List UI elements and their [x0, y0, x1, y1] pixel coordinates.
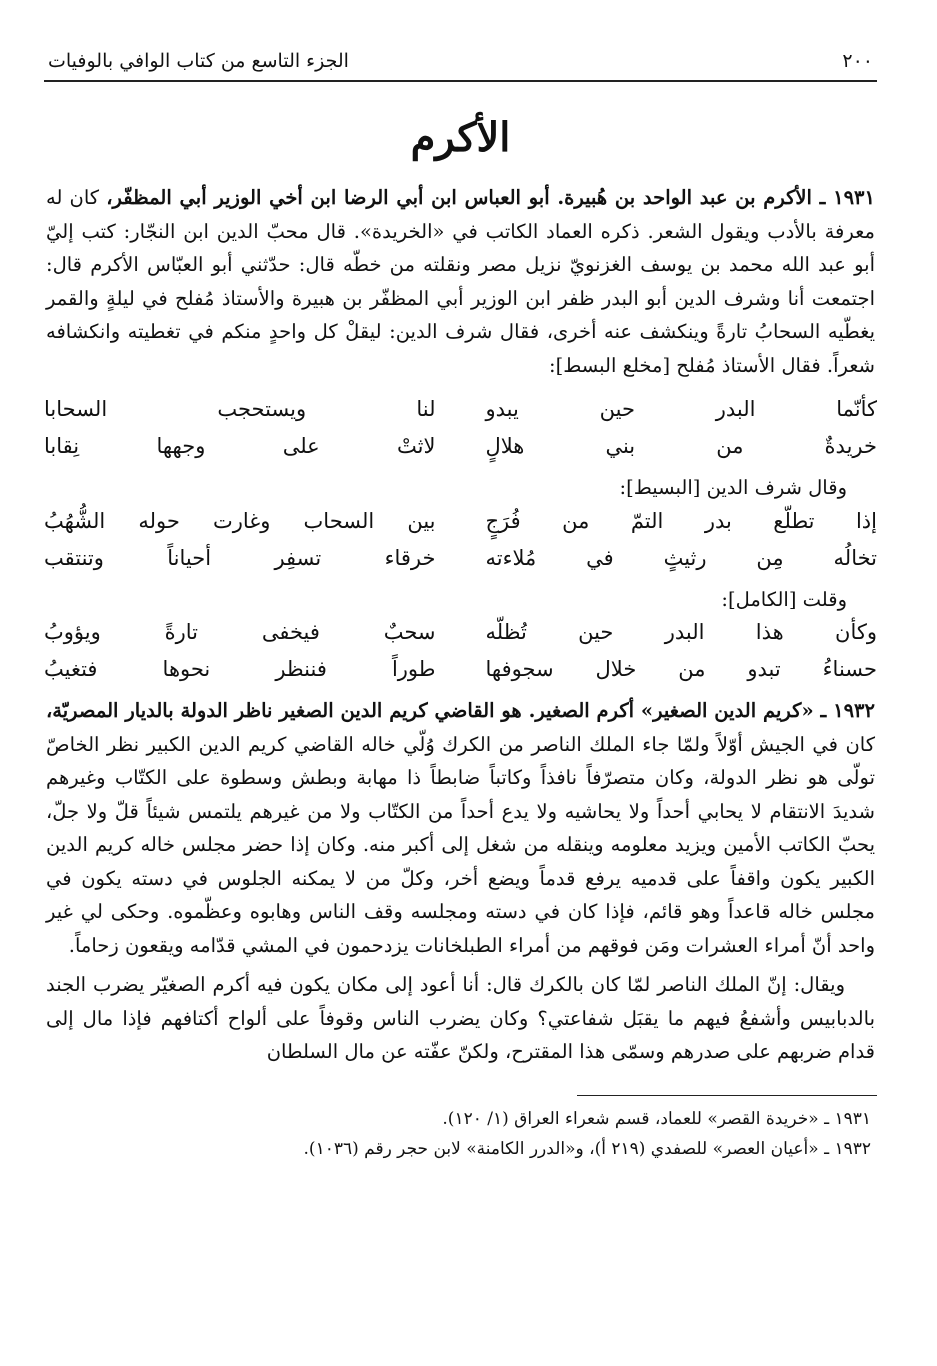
- entry-1931-heading: ١٩٣١ ـ الأكرم بن عبد الواحد بن هُبيرة. أبو العباس ابن أبي الرضا ابن أخي الوزير أبي المظفّر،: [106, 186, 875, 209]
- entry-1932: [44, 694, 877, 962]
- footnote-1931: ١٩٣١ ـ «خريدة القصر» للعماد، قسم شعراء العراق (١/ ١٢٠).: [442, 1108, 871, 1129]
- book-page: [44, 50, 877, 1366]
- hemistich: حسناءُ تبدو من خلال سجوفها: [485, 657, 877, 681]
- hemistich: لنا ويستحجب السحابا: [44, 397, 436, 421]
- hemistich: بين السحاب وغارت حوله الشُّهُبُ: [44, 508, 436, 533]
- footnote-1932: ١٩٣٢ ـ «أعيان العصر» للصفدي (٢١٩ أ)، و«الدرر الكامنة» لابن حجر رقم (١٠٣٦).: [303, 1138, 871, 1159]
- entry-1932-heading: ١٩٣٢ ـ «كريم الدين الصغير» أكرم الصغير. هو القاضي كريم الدين الصغير ناظر الدولة بالديار المصريّة،: [46, 699, 875, 722]
- hemistich: سحبٌ فيخفى تارةً ويؤوبُ: [44, 620, 436, 644]
- hemistich: خرقاء تسفِر أحياناً وتنتقب: [44, 545, 436, 570]
- hemistich: طوراً فننظر نحوها فتغيبُ: [44, 657, 436, 681]
- poem1-verse-1: [44, 397, 877, 421]
- poem2-label: وقال شرف الدين [البسيط]:: [619, 476, 847, 499]
- hemistich: لاثتْ على وجهها نِقابا: [44, 434, 436, 458]
- hemistich: إذا تطلّع بدر التمّ من فُرَجٍ: [485, 508, 877, 533]
- poem1-verse-2: [44, 434, 877, 458]
- poem3-verse-1: [44, 620, 877, 644]
- poem3-label: وقلت [الكامل]:: [721, 587, 847, 611]
- entry-1931-text: كان له معرفة بالأدب ويقول الشعر. ذكره العماد الكاتب في «الخريدة». قال محبّ الدين ابن النجّار: كتب إليّ أبو عبد الله محمد بن يوسف الغزنويّ نزيل مصر ونقلته من خطّه قال: حدّثني أبو العبّاس الأكرم قال: اجتمعت أنا وشرف الدين أبو البدر ظفر ابن الوزير أبي المظفّر بن هبيرة والأستاذ مُفلح في ليلةٍ والقمر يغطّيه السحابُ تارةً وينكشف عنه أخرى، فقال شرف الدين: ليقلْ كل واحدٍ منكم في تغطيته وانكشافه شعراً. فقال الأستاذ مُفلح [مخلع البسط]:: [46, 186, 875, 377]
- section-title: الأكرم: [410, 114, 511, 161]
- entry-1931: [44, 181, 877, 382]
- poem2-verse-2: [44, 546, 877, 570]
- poem3-verse-2: [44, 657, 877, 681]
- hemistich: تخالُه مِن رثيثٍ في مُلاءته: [485, 545, 877, 570]
- hemistich: خريدةٌ من بني هلالٍ: [485, 434, 877, 458]
- entry-1932-paragraph-2: ويقال: إنّ الملك الناصر لمّا كان بالكرك قال: أنا أعود إلى مكان يكون فيه أكرم الصغيّر يضرب الجند بالدبابيس وأشفعُ فيهم ما يقبَل شفاعتي؟ وكان يضرب الناس وقوفاً على ألواح أكتافهم فإذا مال إلى قدام ضربهم على صدرهم وسمّى هذا المقترح، ولكنّ عفّته عن مال السلطان: [46, 973, 875, 1063]
- footnote-divider: [577, 1095, 877, 1096]
- page-header: [44, 50, 877, 82]
- poem2-verse-1: [44, 509, 877, 533]
- entry-1932-text: كان في الجيش أوّلاً ولمّا جاء الملك الناصر من الكرك وُلّي خاله القاضي كريم الدين الكبير نظر الخاصّ تولّى هو نظر الدولة، وكان متصرّفاً نافذاً وكاتباً ضابطاً ذا مهابة وبطش وسطوة على الكتّاب وغيرهم شديدَ الانتقام لا يحابي أحداً ولا يحاشيه ولا يدع أحداً من الكتّاب ولا من غيرهم يلتمس شيئاً قلّ ولا جلّ، يحبّ الكاتب الأمين ويزيد معلومه وينقله من شغل إلى أكبر منه. وكان إذا حضر مجلس خاله كريم الدين الكبير يكون واقفاً على قدميه يرفع قدماً ويضع أخر، وكلّ من لا يمكنه الجلوس في دسته يكون في مجلس خاله قاعداً وهو قائم، فإذا كان في دسته ومجلسه وقف الناس وهابوه وعظّموه. وحكى لي غير واحد أنّ أمراء العشرات ومَن فوقهم من أمراء الطبلخانات يزدحمون في المشي قدّامه ويقعون زحاماً.: [46, 732, 875, 957]
- running-title: الجزء التاسع من كتاب الوافي بالوفيات: [48, 50, 349, 72]
- hemistich: كأنّما البدر حين يبدو: [485, 397, 877, 421]
- page-number: ٢٠٠: [842, 50, 873, 72]
- hemistich: وكأن هذا البدر حين تُظلّه: [485, 620, 877, 644]
